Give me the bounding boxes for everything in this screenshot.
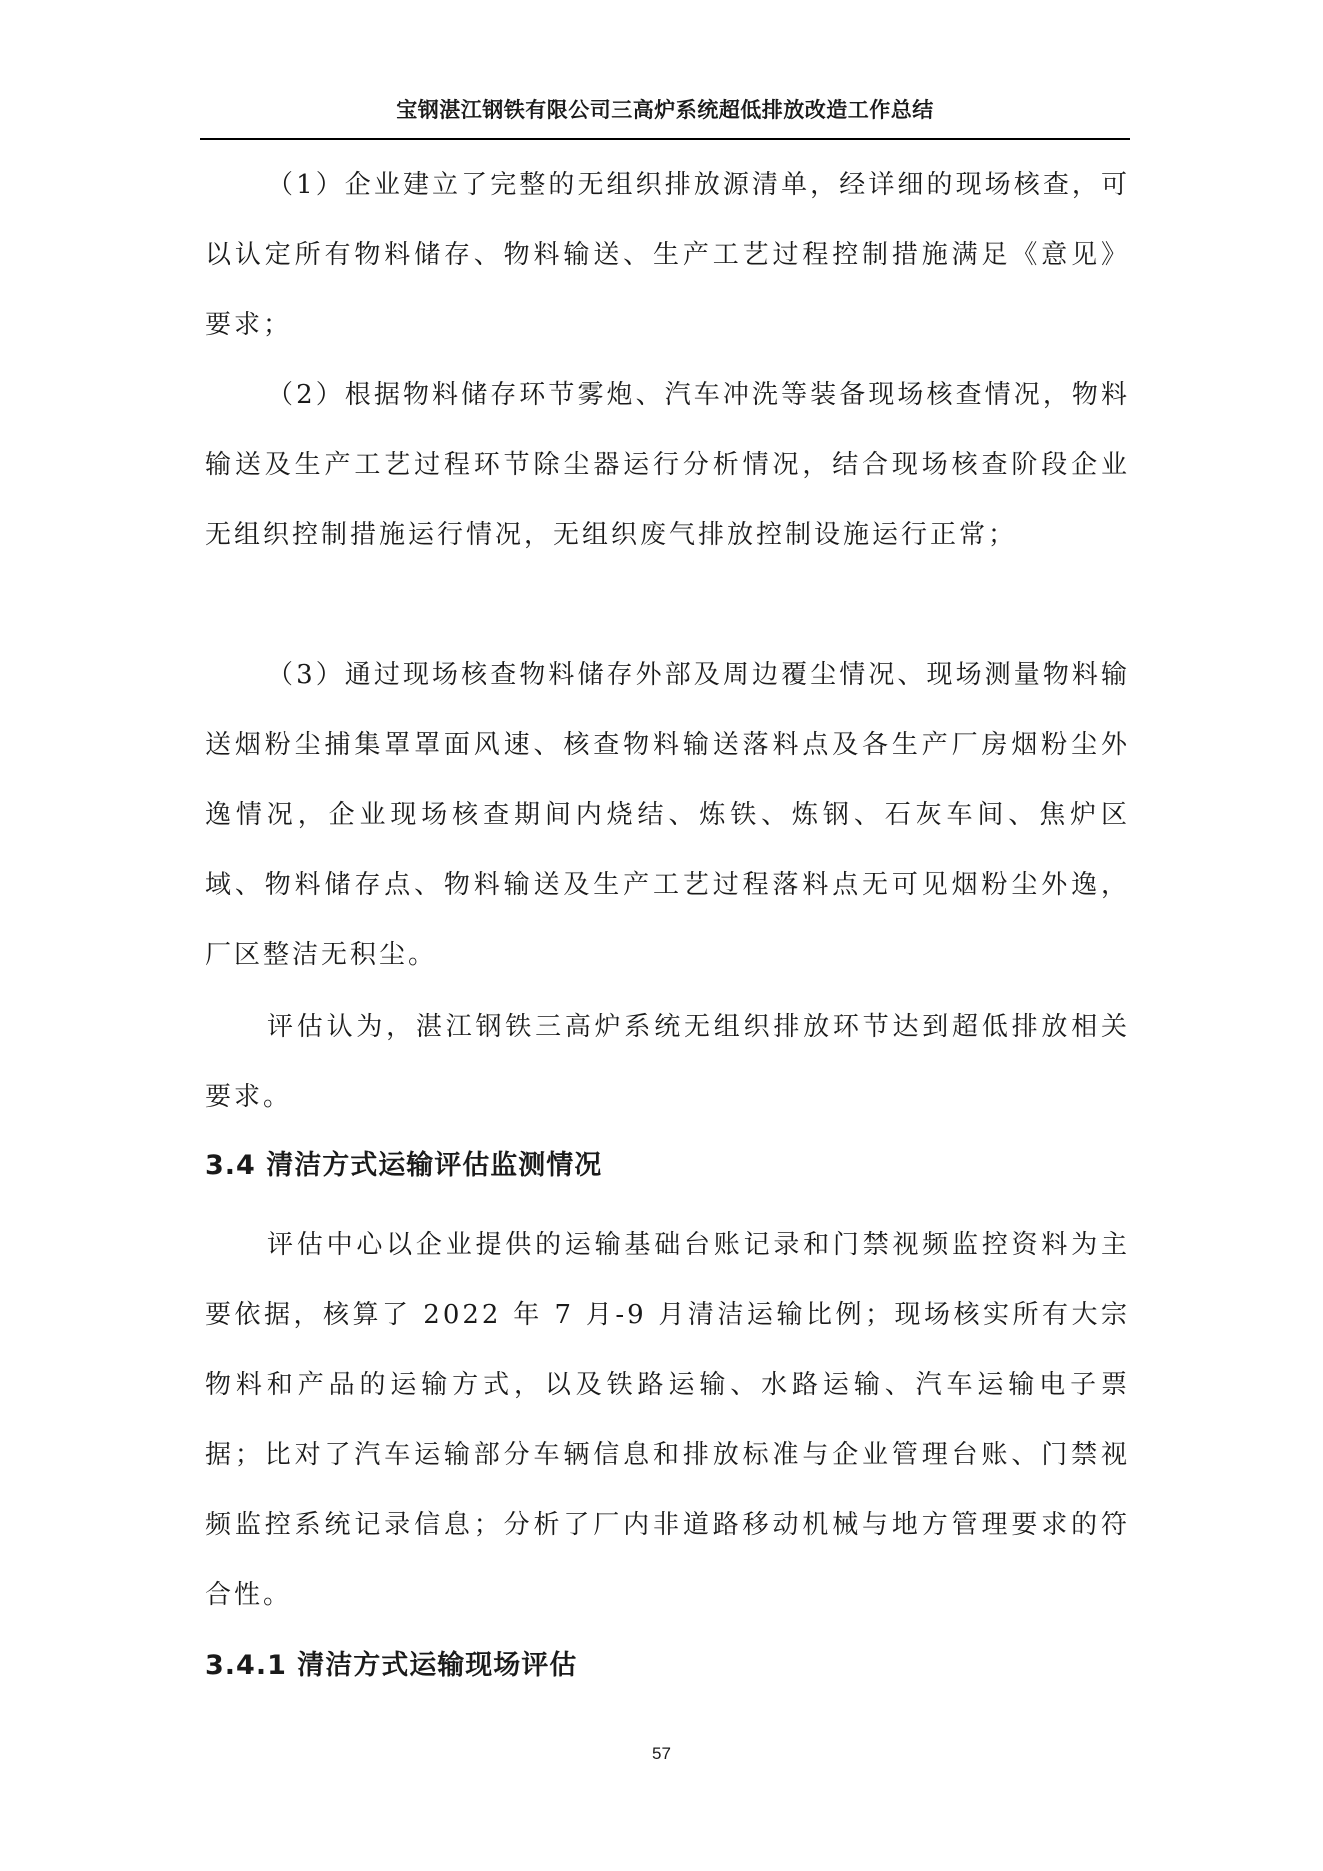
paragraph-1: （1）企业建立了完整的无组织排放源清单，经详细的现场核查，可以认定所有物料储存、物料输送、生产工艺过程控制措施满足《意见》要求； bbox=[205, 170, 1130, 340]
page-header-title: 宝钢湛江钢铁有限公司三高炉系统超低排放改造工作总结 bbox=[396, 98, 934, 122]
paragraph-5: 评估中心以企业提供的运输基础台账记录和门禁视频监控资料为主要依据，核算了 2022 年 7 月-9 月清洁运输比例；现场核实所有大宗物料和产品的运输方式，以及铁路运输、水路运输、汽车运输电子票据；比对了汽车运输部分车辆信息和排放标准与企业管理台账、门禁视频监控系统记录信息；分析了厂内非道路移动机械与地方管理要求的符合性。 bbox=[205, 1230, 1130, 1610]
paragraph-3: （3）通过现场核查物料储存外部及周边覆尘情况、现场测量物料输送烟粉尘捕集罩罩面风速、核查物料输送落料点及各生产厂房烟粉尘外逸情况，企业现场核查期间内烧结、炼铁、炼钢、石灰车间、焦炉区域、物料储存点、物料输送及生产工艺过程落料点无可见烟粉尘外逸，厂区整洁无积尘。 bbox=[205, 660, 1130, 970]
paragraph-2: （2）根据物料储存环节雾炮、汽车冲洗等装备现场核查情况，物料输送及生产工艺过程环节除尘器运行分析情况，结合现场核查阶段企业无组织控制措施运行情况，无组织废气排放控制设施运行正常； bbox=[205, 380, 1130, 550]
header-divider bbox=[200, 138, 1130, 140]
page-number: 57 bbox=[652, 1744, 671, 1763]
paragraph-4: 评估认为，湛江钢铁三高炉系统无组织排放环节达到超低排放相关要求。 bbox=[205, 1012, 1130, 1112]
section-heading-3-4-1: 3.4.1 清洁方式运输现场评估 bbox=[205, 1650, 578, 1681]
section-heading-3-4: 3.4 清洁方式运输评估监测情况 bbox=[205, 1150, 603, 1181]
